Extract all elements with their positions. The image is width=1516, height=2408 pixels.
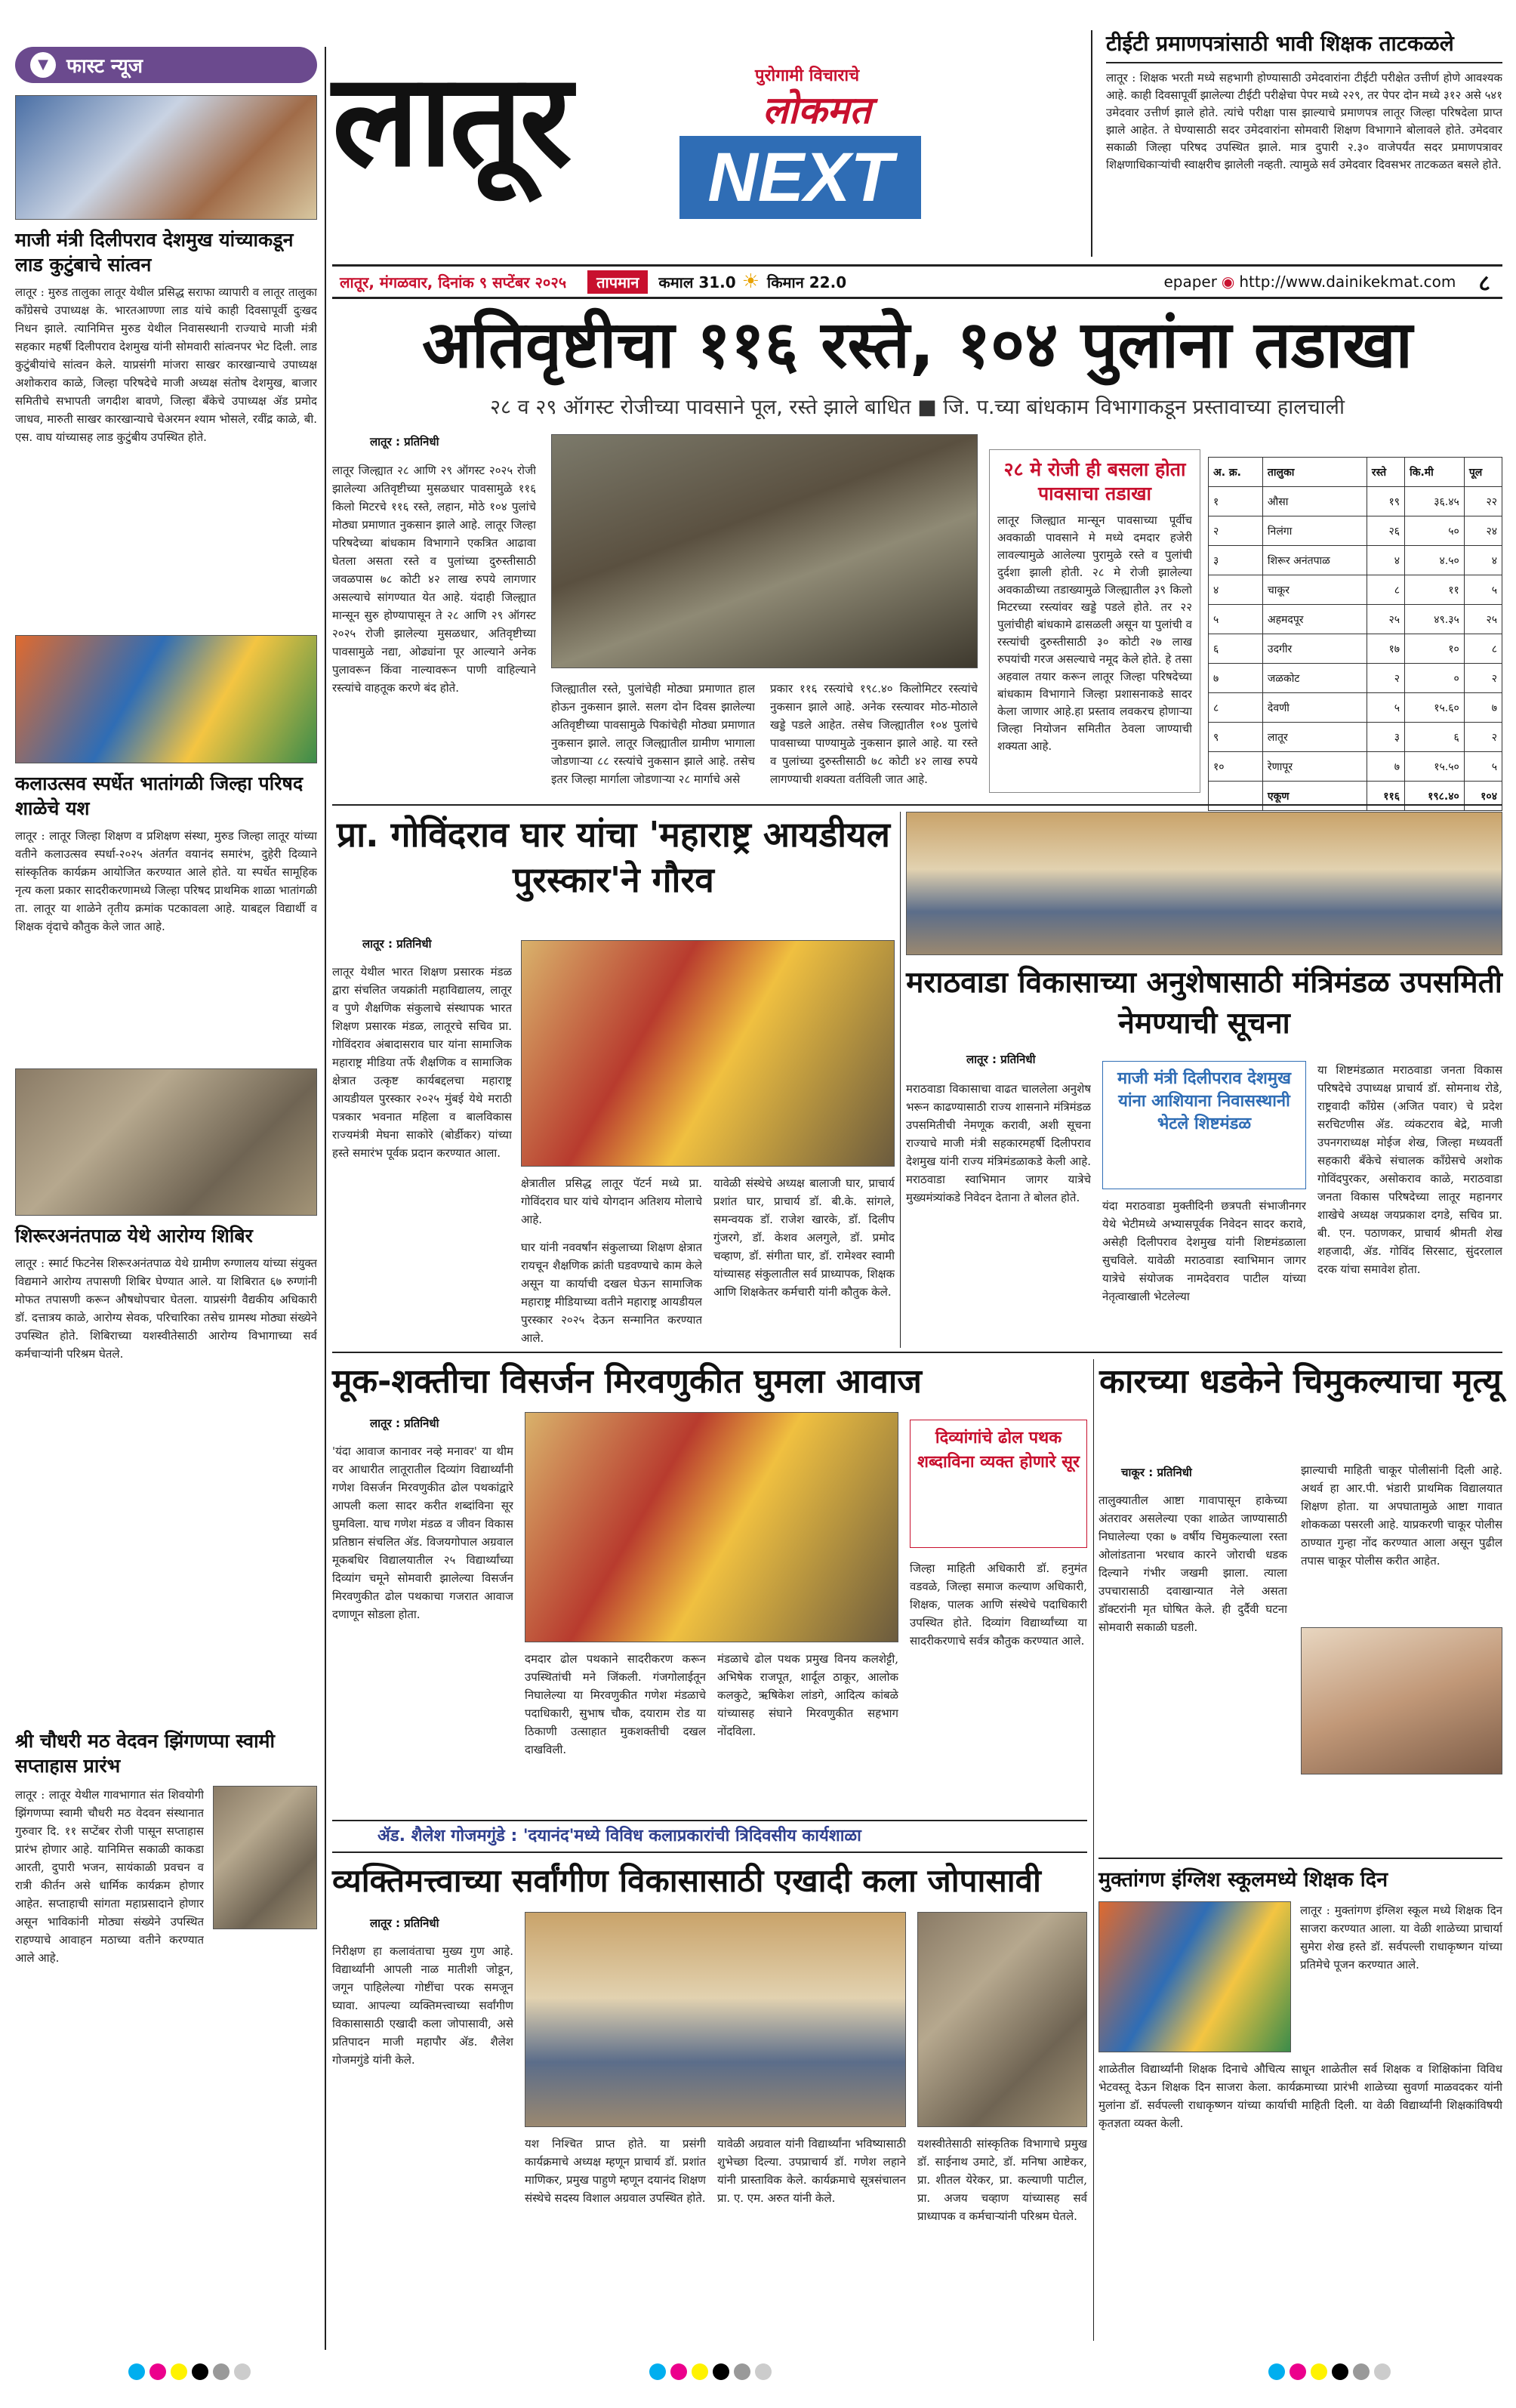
story3-body: लातूर : स्मार्ट फिटनेस शिरूरअनंतपाळ येथे ग्रामीण रुग्णालय यांच्या संयुक्त विद्यमाने आरोग्य तपासणी शिबिर घेण्यात आले. या शिबिरात ६७ रुग्णांनी मोफत तपासणी करून औषधोपचार घेतला. याप्रसंगी वैद्यकीय अधिकारी डॉ. दत्तात्रय काळे, आरोग्य सेवक, परिचारिका तसेच ग्रामस्थ मोठ्या संख्येने उपस्थित होते. शिबिराच्या यशस्वीतेसाठी आरोग्य विभागाच्या सर्व कर्मचाऱ्यांनी परिश्रम घेतले.: [15, 1256, 317, 1361]
marathwada-box-text: माजी मंत्री दिलीपराव देशमुख यांना आशियाना निवासस्थानी भेटले शिष्टमंडळ: [1117, 1069, 1292, 1133]
marathwada-col3: या शिष्टमंडळात मराठवाडा जनता विकास परिषदेचे उपाध्यक्ष प्राचार्य डॉ. सोमनाथ रोडे, राष्ट्रवादी काँग्रेस (अजित पवार) चे प्रदेश सरचिटणीस ॲड. व्यंकटराव बेद्रे, माजी उपनगराध्यक्ष मोईज शेख, जिल्हा मध्यवर्ती सहकारी बँकेचे संचालक काँग्रेसचे अशोक गोविंदपुरकर, असोकराव काळे, मराठवाडा जनता विकास परिषदेच्या लातूर महानगर शाखेचे अध्यक्ष जयप्रकाश दगडे, सचिव प्रा. बी. एन. पठाणकर, प्राचार्य श्रीमती शेख शहजादी, ॲड. गोविंद सिरसाट, सुंदरलाल दरक यांचा समावेश होता.: [1317, 1063, 1502, 1276]
table-cell: एकूण: [1262, 782, 1367, 811]
issue-date: लातूर, मंगळवार, दिनांक ९ सप्टेंबर २०२५: [340, 273, 567, 291]
table-row: [1209, 693, 1502, 723]
table-cell: १९८.४०: [1405, 782, 1465, 811]
table-cell: ५: [1464, 752, 1502, 782]
table-row: [1209, 516, 1502, 546]
table-cell: निलंगा: [1262, 516, 1367, 546]
marathwada-box: [1102, 1061, 1306, 1189]
lead-headline: अतिवृष्टीचा ११६ रस्ते, १०४ पुलांना तडाखा: [422, 307, 1413, 383]
award-caption: क्षेत्रातील प्रसिद्ध लातूर पॅटर्न मध्ये प्रा. गोविंदराव घार यांचे योगदान अतिशय मोलाचे आहे.: [521, 1176, 702, 1226]
silent-headline: मूक-शक्तीचा विसर्जन मिरवणुकीत घुमला आवाज: [332, 1362, 922, 1401]
table-cell: ८: [1464, 634, 1502, 664]
top-right-story: [1091, 30, 1502, 257]
temp-max: कमाल 31.0: [658, 273, 736, 291]
story4-headline: श्री चौधरी मठ वेदवन झिंगणप्पा स्वामी सप्ताहास प्रारंभ: [15, 1730, 275, 1777]
table-row: [1209, 546, 1502, 575]
award-photo: [521, 940, 895, 1167]
table-cell: १०: [1209, 752, 1263, 782]
silent-col3: मंडळाचे ढोल पथक प्रमुख विनय कलशेट्टी, अभिषेक राजपूत, शार्दूल ठाकूर, आलोक कलकुटे, ऋषिकेश लांडगे, आदित्य कांबळे यांच्यासह संघाने मिरवणुकीत सहभाग नोंदविला.: [717, 1652, 898, 1738]
lead-box-headline: २८ मे रोजी ही बसला होता पावसाचा तडाखा: [1003, 458, 1186, 504]
table-cell: ६: [1405, 723, 1465, 752]
workshop-col3: यावेळी अग्रवाल यांनी विद्यार्थ्यांना भविष्यासाठी शुभेच्छा दिल्या. उपप्राचार्य डॉ. गणेश लहाने यांनी प्रास्ताविक केले. कार्यक्रमाचे सूत्रसंचालन प्रा. ए. एम. अरुत यांनी केले.: [717, 2137, 906, 2205]
table-cell: ८: [1209, 693, 1263, 723]
table-cell: चाकूर: [1262, 575, 1367, 605]
workshop-col2: यश निश्चित प्राप्त होते. या प्रसंगी कार्यक्रमाचे अध्यक्ष म्हणून प्राचार्य डॉ. प्रशांत माणिकर, प्रमुख पाहुणे म्हणून दयानंद शिक्षण संस्थेचे सदस्य विशाल अग्रवाल उपस्थित होते.: [525, 2137, 706, 2205]
lead-box: [989, 449, 1200, 793]
fast-news-banner: [15, 47, 317, 83]
silent-box-text: दिव्यांगांचे ढोल पथक शब्दाविना व्यक्त होणारे सूर: [917, 1429, 1080, 1472]
story1-body: लातूर : मुरुड तालुका लातूर येथील प्रसिद्ध सराफा व्यापारी व लातूर तालुका काँग्रेसचे उपाध्यक्ष के. भारतआण्णा लाड यांचे काही दिवसापूर्वी दुःखद निधन झाले. त्यानिमित्त मुरुड येथील निवासस्थानी राज्याचे माजी मंत्री सहकार महर्षी दिलीपराव देशमुख यांनी सोमवारी सांत्वनपर भेट दिली. लाड कुटुंबीयांचे सांत्वन केले. याप्रसंगी मांजरा साखर कारखान्याचे उपाध्यक्ष अशोकराव काळे, जिल्हा परिषदेचे माजी अध्यक्ष संतोष देशमुख, बाजार समितीचे सभापती जगदीश बावणे, जिल्हा बँकेचे उपाध्यक्ष ॲड प्रमोद जाधव, मारुती साखर कारखान्याचे चेअरमन श्याम भोसले, रवींद्र काळे, बी. एस. वाघ यांच्यासह लाड कुटुंबीय उपस्थित होते.: [15, 285, 317, 444]
lokmat-logo: लोकमत: [763, 88, 871, 132]
story4-photo: [213, 1786, 317, 1929]
date-strip: [332, 264, 1502, 299]
table-header-cell: रस्ते: [1367, 458, 1404, 487]
workshop-kicker-bar: [332, 1820, 1087, 1853]
table-cell: ४९.३५: [1405, 605, 1465, 634]
workshop-col4: यशस्वीतेसाठी सांस्कृतिक विभागाचे प्रमुख डॉ. साईनाथ उमाटे, डॉ. मनिषा आष्टेकर, प्रा. शीतल येरेकर, प्रा. कल्याणी पाटील, प्रा. अजय चव्हाण यांच्यासह सर्व प्राध्यापक व कर्मचाऱ्यांनी परिश्रम घेतले.: [917, 2137, 1087, 2223]
workshop-kicker: ॲड. शैलेश गोजमगुंडे : 'दयानंद'मध्ये विविध कलाप्रकारांची त्रिदिवसीय कार्यशाळा: [377, 1827, 861, 1845]
silent-col1: 'यंदा आवाज कानावर नव्हे मनावर' या थीम वर आधारीत लातूरातील दिव्यांग विद्यार्थ्यांनी गणेश विसर्जन मिरवणुकीत ढोल पथकांद्वारे आपली कला सादर करीत शब्दांविना सूर घुमविला. याच गणेश मंडळ व जीवन विकास प्रतिष्ठान संचलित ॲड. विजयगोपाल अग्रवाल मूकबधिर विद्यालयातील २५ विद्यार्थ्यांच्या दिव्यांग चमूने सोमवारी झालेल्या विसर्जन मिरवणुकीत ढोल पथकाचा गजरात आवाज दणाणून सोडला होता.: [332, 1444, 513, 1621]
table-cell: ७: [1209, 664, 1263, 693]
lead-box-body: लातूर जिल्ह्यात मान्सून पावसाच्या पूर्वीच अवकाळी पावसाने मे मध्ये दमदार हजेरी लावल्यामुळे आलेल्या पुरामुळे रस्ते व पुलांची दुर्दशा झाली होती. २८ मे रोजी झालेल्या अवकाळीच्या तडाख्यामुळे जिल्ह्यातील ३९ किलो मिटरच्या रस्त्यांवर खड्डे पडले होते. तर २२ पुलांचीही बांधकामे ढासळली असून या पुलांची व रस्त्यांची दुरुस्तीसाठी ३० कोटी २७ लाख रुपयांची गरज असल्याचे नमूद केले होते. हे तसा अहवाल तयार करून लातूर जिल्हा परिषदेच्या बांधकाम विभागाने जिल्हा प्रशासनाकडे सादर केला जाणार आहे.हा प्रस्ताव लवकरच होणाऱ्या जिल्हा नियोजन समितीत ठेवला जाण्याची शक्यता आहे.: [997, 513, 1192, 753]
accident-byline: चाकूर : प्रतिनिधी: [1121, 1466, 1192, 1479]
registration-marks-center: [649, 2363, 776, 2383]
table-cell: ०: [1405, 664, 1465, 693]
marathwada-headline: मराठवाडा विकासाच्या अनुशेषासाठी मंत्रिमंडळ उपसमिती नेमण्याची सूचना: [906, 966, 1502, 1041]
table-row: [1209, 782, 1502, 811]
table-cell: २: [1464, 664, 1502, 693]
workshop-story: [332, 1859, 1087, 2342]
lead-col2: जिल्ह्यातील रस्ते, पुलांचेही मोठ्या प्रमाणात हाल होऊन नुकसान झाले. सलग दोन दिवस झालेल्या अतिवृष्टीच्या पावसामुळे पिकांचेही मोठ्या प्रमाणात नुकसान झाले. लातूर जिल्ह्यातील ग्रामीण भागाला जोडणाऱ्या ८८ रस्त्यांचे नुकसान झाले आहे. तसेच इतर जिल्हा मार्गाला जोडणाऱ्या २८ मार्गाचे असे: [551, 682, 755, 786]
table-row: [1209, 664, 1502, 693]
lead-subhead: २८ व २९ ऑगस्ट रोजीच्या पावसाने पूल, रस्ते झाले बाधित ■ जि. प.च्या बांधकाम विभागाकडून प्रस्तावाच्या हालचाली: [490, 396, 1345, 419]
workshop-photo-2: [917, 1912, 1087, 2127]
temp-min: किमान 22.0: [767, 273, 847, 291]
story2-photo: [15, 635, 317, 763]
table-cell: ५: [1464, 575, 1502, 605]
top-right-body: लातूर : शिक्षक भरती मध्ये सहभागी होण्यासाठी उमेदवारांना टीईटी परीक्षेत उत्तीर्ण होणे आवश्यक आहे. काही दिवसापूर्वी झालेल्या टीईटी परीक्षेचा पेपर मध्ये २२९, तर पेपर दोन मध्ये ३१२ असे ५४१ उमेदवार उत्तीर्ण झाले होते. त्यांचे परीक्षा पास झाल्याचे प्रमाणपत्र लातूर जिल्हा परिषदेला प्राप्त झाले आहेत. ते घेण्यासाठी सदर उमेदवारांना सोमवारी शिक्षण विभागाने बोलावले होते. उमेदवार सकाळी जिल्हा परिषद उपस्थित झाले. मात्र दुपारी २.३० वाजेपर्यंत सदर प्रमाणपत्रावर शिक्षणाधिकाऱ्यांची स्वाक्षरीच झालेली नव्हती. त्यामुळे सर्व उमेदवार दिवसभर ताटकळत बसले होते.: [1106, 71, 1502, 171]
table-row: [1209, 723, 1502, 752]
table-cell: २५: [1464, 605, 1502, 634]
table-cell: ३६.४५: [1405, 487, 1465, 516]
table-cell: ५०: [1405, 516, 1465, 546]
workshop-byline: लातूर : प्रतिनिधी: [370, 1916, 439, 1930]
table-cell: ३: [1209, 546, 1263, 575]
table-cell: ३: [1367, 723, 1404, 752]
table-cell: १५.६०: [1405, 693, 1465, 723]
award-col2: घार यांनी नववर्षांन संकुलाच्या शिक्षण क्षेत्रात रायचून शैक्षणिक क्रांती घडवण्याचे काम केले असून या कार्याची दखल घेऊन सामाजिक महाराष्ट्र मीडियाच्या वतीने महाराष्ट्र आयडीयल पुरस्कार २०२५ देऊन सन्मानित करण्यात आले.: [521, 1241, 702, 1344]
table-row: [1209, 634, 1502, 664]
epaper-label: epaper: [1163, 273, 1217, 291]
award-byline: लातूर : प्रतिनिधी: [362, 937, 432, 951]
damage-table: [1208, 457, 1502, 811]
chevron-badge-icon: ▼: [30, 52, 56, 78]
masthead-title: लातूर: [332, 46, 569, 196]
sidebar: [15, 47, 317, 2350]
accident-col1: तालुक्यातील आष्टा गावापासून हाकेच्या अंतरावर असलेल्या एका शाळेत जाण्यासाठी निघालेल्या एका ७ वर्षीय चिमुकल्याला रस्ता ओलांडताना भरधाव कारने जोराची धडक दिल्याने गंभीर जखमी झाला. त्याला उपचारासाठी दवाखान्यात नेले असता डॉक्टरांनी मृत घोषित केले. ही दुर्दैवी घटना सोमवारी सकाळी घडली.: [1098, 1494, 1287, 1634]
table-cell: १०४: [1464, 782, 1502, 811]
table-cell: ५: [1367, 693, 1404, 723]
table-header-cell: पूल: [1464, 458, 1502, 487]
masthead: [332, 30, 1087, 257]
table-row: [1209, 487, 1502, 516]
website-url[interactable]: http://www.dainikekmat.com: [1239, 273, 1456, 291]
story1-headline: माजी मंत्री दिलीपराव देशमुख यांच्याकडून लाड कुटुंबाचे सांत्वन: [15, 229, 294, 276]
page-number: ८: [1478, 270, 1490, 297]
table-cell: ८: [1367, 575, 1404, 605]
table-cell: ६: [1209, 634, 1263, 664]
lead-photo: [551, 434, 978, 668]
registration-marks-right: [1268, 2363, 1395, 2383]
table-row: [1209, 575, 1502, 605]
story2-headline: कलाउत्सव स्पर्धेत भातांगळी जिल्हा परिषद शाळेचे यश: [15, 772, 304, 819]
story1-photo: [15, 95, 317, 220]
top-right-headline: टीईटी प्रमाणपत्रांसाठी भावी शिक्षक ताटकळले: [1106, 30, 1502, 63]
lead-story: [332, 434, 1200, 797]
table-cell: ९: [1209, 723, 1263, 752]
teacher-day-body: लातूर : मुक्तांगण इंग्लिश स्कूल मध्ये शिक्षक दिन साजरा करण्यात आला. या वेळी शाळेच्या प्राचार्या सुमेरा शेख हस्ते डॉ. सर्वपल्ली राधाकृष्णन यांच्या प्रतिमेचे पूजन करण्यात आले.: [1300, 1904, 1502, 1972]
award-body: लातूर येथील भारत शिक्षण प्रसारक मंडळ द्वारा संचलित जयक्रांती महाविद्यालय, लातूर व पुणे शैक्षणिक संकुलाचे संस्थापक भारत शिक्षण प्रसारक मंडळ, लातूरचे सचिव प्रा. गोविंदराव अंबादासराव घार यांना सामाजिक महाराष्ट्र मीडिया तर्फे शैक्षणिक व सामाजिक क्षेत्रात उत्कृष्ट कार्यबद्दलचा महाराष्ट्र आयडीयल पुरस्कार २०२५ मुंबई येथे मराठी पत्रकार भवनात महिला व बालविकास राज्यमंत्री मेघना साकोरे (बोर्डीकर) यांच्या हस्ते समारंभ पूर्वक प्रदान करण्यात आला.: [332, 965, 512, 1160]
silent-box: [910, 1420, 1087, 1548]
table-cell: १९: [1367, 487, 1404, 516]
workshop-photo: [525, 1912, 906, 2127]
table-cell: औसा: [1262, 487, 1367, 516]
table-cell: २५: [1367, 605, 1404, 634]
table-cell: ४: [1464, 546, 1502, 575]
lead-col1: लातूर जिल्ह्यात २८ आणि २९ ऑगस्ट २०२५ रोजी झालेल्या अतिवृष्टीच्या मुसळधार पावसामुळे ११६ किलो मिटरचे ११६ रस्ते, लहान, मोठे १०४ पुलांचे मोठ्या प्रमाणात नुकसान झाले आहे. लातूर जिल्हा परिषदेच्या बांधकाम विभागाने एकत्रित आढावा घेतला असता रस्ते व पुलांच्या दुरुस्तीसाठी जवळपास ७८ कोटी ४२ लाख रुपये लागणार असल्याचे सांगण्यात येत आहे. यंदाही जिल्ह्यात मान्सून सुरु होण्यापासून ते २८ आणि २९ ऑगस्ट २०२५ रोजी झालेल्या मुसळधार, अतिवृष्टीच्या पावसामुळे नद्या, ओढ्यांना पूर आल्याने अनेक पुलावरून किंवा नाल्यावरून पाणी वाहिल्याने रस्त्यांचे वाहतूक करणे बंद होते.: [332, 464, 536, 695]
table-cell: ११: [1405, 575, 1465, 605]
silent-story: [332, 1359, 1087, 1812]
teacher-day-story: [1098, 1858, 1502, 2341]
accident-story: [1098, 1359, 1502, 1850]
lokmat-tagline: पुरोगामी विचाराचे: [755, 66, 860, 85]
teacher-day-headline: मुक्तांगण इंग्लिश स्कूलमध्ये शिक्षक दिन: [1098, 1868, 1388, 1892]
table-cell: ४: [1209, 575, 1263, 605]
story4-body: लातूर : लातूर येथील गावभागात संत शिवयोगी झिंगणप्पा स्वामी चौधरी मठ वेदवन संस्थानात गुरुवार दि. ११ सप्टेंबर रोजी पासून सप्ताहास प्रारंभ होणार आहे. यानिमित्त सकाळी काकडा आरती, दुपारी भजन, सायंकाळी प्रवचन व रात्री कीर्तन असे धार्मिक कार्यक्रम होणार आहेत. सप्ताहाची सांगता महाप्रसादाने होणार असून भाविकांनी मोठ्या संख्येने उपस्थित राहण्याचे आवाहन मठाच्या वतीने करण्यात आले आहे.: [15, 1788, 204, 1965]
accident-col2: झाल्याची माहिती चाकूर पोलीसांनी दिली आहे. अथर्व हा आर.पी. भंडारी प्राथमिक विद्यालयात शिक्षण होता. या अपघातामुळे आष्टा गावात शोककळा पसरली आहे. याप्रकरणी चाकूर पोलीस ठाण्यात गुन्हा नोंद करण्यात आला असून पुढील तपास चाकूर पोलीस करीत आहेत.: [1301, 1463, 1502, 1568]
table-row: [1209, 605, 1502, 634]
marathwada-story: [906, 812, 1502, 1348]
table-cell: जळकोट: [1262, 664, 1367, 693]
table-cell: रेणापूर: [1262, 752, 1367, 782]
table-cell: १७: [1367, 634, 1404, 664]
table-cell: ११६: [1367, 782, 1404, 811]
fast-news-label: फास्ट न्यूज: [66, 55, 143, 78]
table-cell: शिरूर अनंतपाळ: [1262, 546, 1367, 575]
story2-body: लातूर : लातूर जिल्हा शिक्षण व प्रशिक्षण संस्था, मुरुड जिल्हा लातूर यांच्या वतीने कलाउत्सव स्पर्धा-२०२५ अंतर्गत वयानंद समारंभ, दुहेरी दिव्याने सांस्कृतिक कार्यक्रम आयोजित करण्यात आले होते. या स्पर्धेत सामूहिक नृत्य कला प्रकार सादरीकरणामध्ये जिल्हा परिषद प्राथमिक शाळा भातांगळी ता. लातूर या शाळेने तृतीय क्रमांक पटकावला आहे. याबद्दल विद्यार्थी व शिक्षक वृंदाचे कौतुक केले जात आहे.: [15, 829, 317, 933]
award-headline: प्रा. गोविंदराव घार यांचा 'महाराष्ट्र आयडीयल पुरस्कार'ने गौरव: [337, 814, 890, 900]
teacher-day-body2: शाळेतील विद्यार्थ्यांनी शिक्षक दिनाचे औचित्य साधून शाळेतील सर्व शिक्षक व शिक्षिकांना विविध भेटवस्तू देऊन शिक्षक दिन साजरा केला. कार्यक्रमाच्या प्रारंभी शाळेच्या सुवर्णा माळवदकर यांनी मुलांना डॉ. सर्वपल्ली राधाकृष्णन यांच्या कार्याची माहिती दिली. या वेळी विद्यार्थ्यांनी शिक्षकांविषयी कृतज्ञता व्यक्त केली.: [1098, 2062, 1502, 2130]
table-cell: ७: [1464, 693, 1502, 723]
globe-icon: ◉: [1221, 273, 1235, 291]
sun-icon: ☀: [741, 270, 760, 293]
table-cell: लातूर: [1262, 723, 1367, 752]
silent-col2: दमदार ढोल पथकाने सादरीकरण करून उपस्थितांची मने जिंकली. गंजगोलाईतून निघालेल्या या मिरवणुकीत गणेश मंडळाचे पदाधिकारी, सुभाष चौक, दयाराम रोड या ठिकाणी उत्साहात मुकशक्तीची दखल दाखविली.: [525, 1652, 706, 1756]
table-cell: ४.५०: [1405, 546, 1465, 575]
workshop-col1: निरीक्षण हा कलावंताचा मुख्य गुण आहे. विद्यार्थ्यांनी आपली नाळ मातीशी जोडून, जगून पाहिलेल्या गोष्टींचा परक समजून घ्यावा. आपल्या व्यक्तिमत्त्वाच्या सर्वांगीण विकासासाठी एखादी कला जोपासावी, असे प्रतिपादन माजी महापौर ॲड. शैलेश गोजमगुंडे यांनी केले.: [332, 1944, 513, 2067]
table-cell: १: [1209, 487, 1263, 516]
silent-byline: लातूर : प्रतिनिधी: [370, 1417, 439, 1430]
table-cell: १०: [1405, 634, 1465, 664]
table-cell: २: [1209, 516, 1263, 546]
table-cell: ४: [1367, 546, 1404, 575]
table-cell: २: [1464, 723, 1502, 752]
table-cell: १५.५०: [1405, 752, 1465, 782]
table-header-row: [1209, 458, 1502, 487]
table-cell: उदगीर: [1262, 634, 1367, 664]
table-cell: देवणी: [1262, 693, 1367, 723]
lead-byline: लातूर : प्रतिनिधी: [370, 435, 439, 449]
workshop-headline: व्यक्तिमत्त्वाच्या सर्वांगीण विकासासाठी एखादी कला जोपासावी: [332, 1862, 1041, 1899]
accident-photo: [1301, 1627, 1502, 1774]
table-cell: २४: [1464, 516, 1502, 546]
table-header-cell: अ. क्र.: [1209, 458, 1263, 487]
silent-photo: [525, 1412, 898, 1642]
temperature-label: तापमान: [587, 270, 648, 294]
table-cell: २२: [1464, 487, 1502, 516]
next-logo: NEXT: [679, 136, 921, 219]
table-cell: २: [1367, 664, 1404, 693]
table-cell: ५: [1209, 605, 1263, 634]
table-cell: ७: [1367, 752, 1404, 782]
marathwada-col2: यंदा मराठवाडा मुक्तीदिनी छत्रपती संभाजीनगर येथे भेटीमध्ये अभ्यासपूर्वक निवेदन सादर करावे, असेही दिलीपराव देशमुख यांनी शिष्टमंडळाला सुचविले. यावेळी मराठवाडा स्वाभिमान जागर यात्रेचे संयोजक नामदेवराव पाटील यांच्या नेतृत्वाखाली भेटलेल्या: [1102, 1199, 1306, 1303]
story3-headline: शिरूरअनंतपाळ येथे आरोग्य शिबिर: [15, 1225, 253, 1247]
marathwada-byline: लातूर : प्रतिनिधी: [966, 1053, 1036, 1066]
award-col3: यावेळी संस्थेचे अध्यक्ष बालाजी घार, प्राचार्य प्रशांत घार, प्राचार्य डॉ. बी.के. सांगले, समन्वयक डॉ. राजेश खारके, डॉ. दिलीप गुंजरगे, डॉ. केशव अलगुले, डॉ. प्रमोद चव्हाण, डॉ. संगीता घार, डॉ. रामेश्वर स्वामी यांच्यासह संकुलातील सर्व प्राध्यापक, शिक्षक आणि शिक्षकेतर कर्मचारी यांनी कौतुक केले.: [713, 1176, 895, 1299]
table-cell: २६: [1367, 516, 1404, 546]
accident-headline: कारच्या धडकेने चिमुकल्याचा मृत्यू: [1099, 1362, 1502, 1401]
registration-marks-left: [128, 2363, 255, 2383]
table-row: [1209, 752, 1502, 782]
table-cell: अहमदपूर: [1262, 605, 1367, 634]
silent-col4: जिल्हा माहिती अधिकारी डॉ. हनुमंत वडवळे, जिल्हा समाज कल्याण अधिकारी, शिक्षक, पालक आणि संस्थेचे पदाधिकारी उपस्थित होते. दिव्यांग विद्यार्थ्यांच्या या सादरीकरणाचे सर्वत्र कौतुक करण्यात आले.: [910, 1562, 1087, 1648]
award-story: [332, 812, 895, 1348]
table-header-cell: तालुका: [1262, 458, 1367, 487]
story3-photo: [15, 1068, 317, 1216]
marathwada-photo: [906, 812, 1502, 955]
teacher-day-photo: [1098, 1901, 1291, 2052]
marathwada-col1: मराठवाडा विकासाचा वाढत चाललेला अनुशेष भरून काढण्यासाठी राज्य शासनाने मंत्रिमंडळ उपसमितीची नेमणूक करावी, अशी सूचना राज्याचे माजी मंत्री सहकारमहर्षी दिलीपराव देशमुख यांनी राज्य मंत्रिमंडळाकडे केली आहे. मराठवाडा स्वाभिमान जागर यात्रेचे मुख्यमंत्र्यांकडे निवेदन देताना ते बोलत होते.: [906, 1082, 1091, 1204]
lead-col3: प्रकार ११६ रस्त्यांचे १९८.४० किलोमिटर रस्त्यांचे नुकसान झाले आहे. अनेक रस्त्यावर मोठ-मोठाले खड्डे पडले आहेत. तसेच जिल्ह्यातील १०४ पुलांचे पावसाच्या पाण्यामुळे नुकसान झाले आहे. या रस्ते व पुलांच्या दुरुस्तीसाठी ७८ कोटी ४२ लाख रुपये लागण्याची शक्यता वर्तविली जात आहे.: [770, 682, 978, 786]
table-cell: [1209, 782, 1263, 811]
table-header-cell: कि.मी: [1405, 458, 1465, 487]
